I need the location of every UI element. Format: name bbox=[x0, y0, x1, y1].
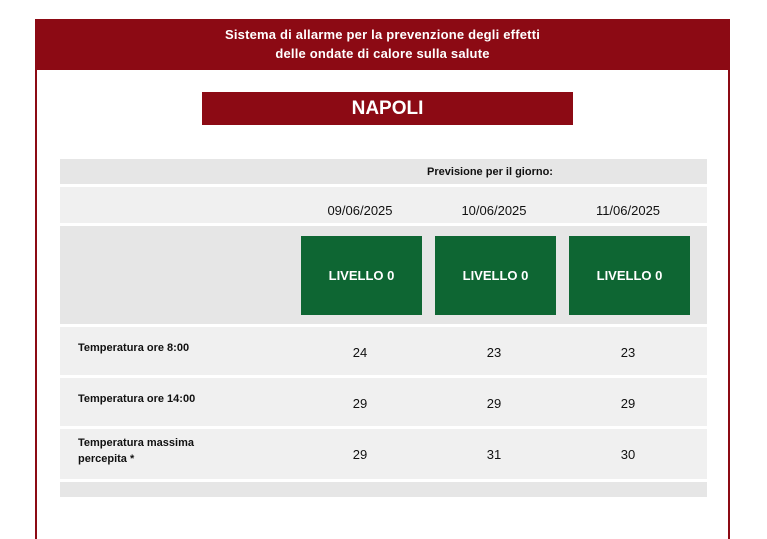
bulletin-header bbox=[37, 19, 728, 70]
value-temp-8-day-1: 24 bbox=[352, 345, 368, 360]
date-day-1: 09/06/2025 bbox=[327, 203, 393, 218]
row-label-perceived-max-line-2: percepita * bbox=[78, 453, 135, 465]
dates-row bbox=[60, 187, 707, 223]
value-temp-8-day-3: 23 bbox=[620, 345, 636, 360]
forecast-title-row bbox=[60, 159, 707, 184]
value-temp-8-day-2: 23 bbox=[486, 345, 502, 360]
value-perceived-day-3: 30 bbox=[620, 447, 636, 462]
bulletin-frame bbox=[35, 19, 730, 539]
value-temp-14-day-3: 29 bbox=[620, 396, 636, 411]
level-badge-day-2: LIVELLO 0 bbox=[435, 236, 556, 315]
row-label-temp-14: Temperatura ore 14:00 bbox=[78, 393, 196, 405]
date-day-3: 11/06/2025 bbox=[595, 203, 661, 218]
row-label-temp-8: Temperatura ore 8:00 bbox=[78, 342, 190, 354]
header-line-2: delle ondate di calore sulla salute bbox=[275, 46, 490, 61]
row-label-perceived-max-line-1: Temperatura massima bbox=[78, 437, 194, 449]
city-title: NAPOLI bbox=[202, 92, 573, 125]
row-label-perceived-max bbox=[78, 435, 194, 467]
table-footer-bar bbox=[60, 482, 707, 497]
value-temp-14-day-1: 29 bbox=[352, 396, 368, 411]
levels-row bbox=[60, 226, 707, 324]
level-badge-day-1: LIVELLO 0 bbox=[301, 236, 422, 315]
value-perceived-day-1: 29 bbox=[352, 447, 368, 462]
header-line-1: Sistema di allarme per la prevenzione degli effetti bbox=[224, 27, 541, 42]
table-row bbox=[60, 429, 707, 479]
date-day-2: 10/06/2025 bbox=[461, 203, 527, 218]
table-row bbox=[60, 327, 707, 375]
value-perceived-day-2: 31 bbox=[486, 447, 502, 462]
forecast-title: Previsione per il giorno: bbox=[427, 166, 553, 178]
level-badge-day-3: LIVELLO 0 bbox=[569, 236, 690, 315]
value-temp-14-day-2: 29 bbox=[486, 396, 502, 411]
table-row bbox=[60, 378, 707, 426]
